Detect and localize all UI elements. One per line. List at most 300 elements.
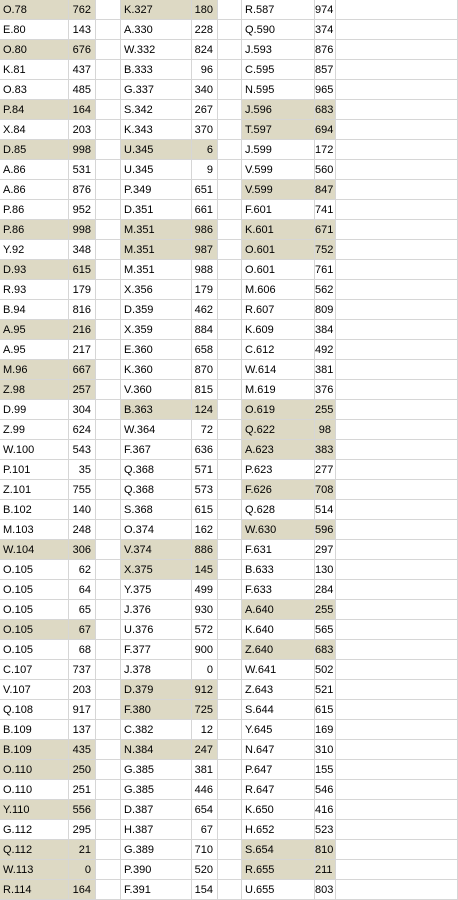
cell-label[interactable]: B.94	[0, 300, 69, 320]
cell-value[interactable]: 228	[192, 20, 218, 40]
cell-label[interactable]: X.375	[121, 560, 192, 580]
cell-label[interactable]: Z.640	[242, 640, 315, 660]
cell-label[interactable]: Z.99	[0, 420, 69, 440]
cell-value[interactable]: 381	[315, 360, 336, 380]
empty-cell[interactable]	[96, 440, 121, 460]
cell-label[interactable]: F.601	[242, 200, 315, 220]
empty-cell[interactable]	[218, 540, 242, 560]
cell-value[interactable]: 267	[192, 100, 218, 120]
empty-cell[interactable]	[336, 720, 458, 740]
cell-value[interactable]: 615	[315, 700, 336, 720]
empty-cell[interactable]	[218, 440, 242, 460]
empty-cell[interactable]	[218, 460, 242, 480]
cell-label[interactable]: P.647	[242, 760, 315, 780]
cell-label[interactable]: K.601	[242, 220, 315, 240]
cell-label[interactable]: A.86	[0, 180, 69, 200]
cell-value[interactable]: 694	[315, 120, 336, 140]
empty-cell[interactable]	[96, 220, 121, 240]
empty-cell[interactable]	[96, 540, 121, 560]
cell-value[interactable]: 381	[192, 760, 218, 780]
cell-value[interactable]: 741	[315, 200, 336, 220]
cell-value[interactable]: 169	[315, 720, 336, 740]
cell-value[interactable]: 502	[315, 660, 336, 680]
empty-cell[interactable]	[96, 840, 121, 860]
cell-value[interactable]: 667	[69, 360, 96, 380]
cell-label[interactable]: P.101	[0, 460, 69, 480]
empty-cell[interactable]	[96, 60, 121, 80]
cell-label[interactable]: W.113	[0, 860, 69, 880]
cell-value[interactable]: 676	[69, 40, 96, 60]
cell-value[interactable]: 179	[69, 280, 96, 300]
empty-cell[interactable]	[218, 240, 242, 260]
cell-value[interactable]: 35	[69, 460, 96, 480]
cell-value[interactable]: 257	[69, 380, 96, 400]
empty-cell[interactable]	[96, 860, 121, 880]
cell-label[interactable]: B.102	[0, 500, 69, 520]
cell-value[interactable]: 560	[315, 160, 336, 180]
cell-label[interactable]: Q.622	[242, 420, 315, 440]
cell-label[interactable]: S.368	[121, 500, 192, 520]
empty-cell[interactable]	[336, 340, 458, 360]
cell-label[interactable]: B.109	[0, 720, 69, 740]
cell-label[interactable]: F.377	[121, 640, 192, 660]
cell-label[interactable]: W.641	[242, 660, 315, 680]
cell-value[interactable]: 930	[192, 600, 218, 620]
empty-cell[interactable]	[218, 500, 242, 520]
cell-value[interactable]: 615	[69, 260, 96, 280]
empty-cell[interactable]	[96, 240, 121, 260]
empty-cell[interactable]	[96, 460, 121, 480]
cell-value[interactable]: 884	[192, 320, 218, 340]
cell-label[interactable]: Q.368	[121, 460, 192, 480]
cell-label[interactable]: N.647	[242, 740, 315, 760]
empty-cell[interactable]	[218, 140, 242, 160]
cell-value[interactable]: 624	[69, 420, 96, 440]
empty-cell[interactable]	[336, 420, 458, 440]
empty-cell[interactable]	[96, 520, 121, 540]
cell-label[interactable]: E.80	[0, 20, 69, 40]
empty-cell[interactable]	[336, 600, 458, 620]
empty-cell[interactable]	[218, 480, 242, 500]
cell-value[interactable]: 255	[315, 400, 336, 420]
cell-value[interactable]: 499	[192, 580, 218, 600]
empty-cell[interactable]	[336, 20, 458, 40]
empty-cell[interactable]	[336, 220, 458, 240]
empty-cell[interactable]	[336, 860, 458, 880]
empty-cell[interactable]	[336, 80, 458, 100]
cell-label[interactable]: C.612	[242, 340, 315, 360]
cell-value[interactable]: 965	[315, 80, 336, 100]
cell-value[interactable]: 803	[315, 880, 336, 900]
cell-value[interactable]: 988	[192, 260, 218, 280]
cell-label[interactable]: M.351	[121, 240, 192, 260]
empty-cell[interactable]	[96, 100, 121, 120]
cell-value[interactable]: 562	[315, 280, 336, 300]
cell-value[interactable]: 998	[69, 140, 96, 160]
empty-cell[interactable]	[336, 380, 458, 400]
empty-cell[interactable]	[218, 0, 242, 20]
cell-value[interactable]: 974	[315, 0, 336, 20]
cell-label[interactable]: Q.628	[242, 500, 315, 520]
cell-value[interactable]: 9	[192, 160, 218, 180]
cell-label[interactable]: R.114	[0, 880, 69, 900]
empty-cell[interactable]	[96, 300, 121, 320]
empty-cell[interactable]	[336, 680, 458, 700]
cell-label[interactable]: C.382	[121, 720, 192, 740]
cell-label[interactable]: E.360	[121, 340, 192, 360]
cell-value[interactable]: 374	[315, 20, 336, 40]
cell-value[interactable]: 140	[69, 500, 96, 520]
cell-value[interactable]: 824	[192, 40, 218, 60]
cell-label[interactable]: D.99	[0, 400, 69, 420]
empty-cell[interactable]	[218, 40, 242, 60]
empty-cell[interactable]	[218, 160, 242, 180]
cell-label[interactable]: Q.112	[0, 840, 69, 860]
cell-label[interactable]: R.587	[242, 0, 315, 20]
cell-label[interactable]: D.351	[121, 200, 192, 220]
empty-cell[interactable]	[96, 560, 121, 580]
empty-cell[interactable]	[218, 280, 242, 300]
cell-label[interactable]: O.110	[0, 760, 69, 780]
empty-cell[interactable]	[336, 460, 458, 480]
cell-label[interactable]: R.93	[0, 280, 69, 300]
cell-label[interactable]: O.105	[0, 560, 69, 580]
cell-label[interactable]: X.359	[121, 320, 192, 340]
cell-value[interactable]: 572	[192, 620, 218, 640]
cell-value[interactable]: 98	[315, 420, 336, 440]
cell-value[interactable]: 297	[315, 540, 336, 560]
cell-label[interactable]: G.112	[0, 820, 69, 840]
cell-label[interactable]: O.374	[121, 520, 192, 540]
cell-label[interactable]: W.332	[121, 40, 192, 60]
empty-cell[interactable]	[96, 680, 121, 700]
empty-cell[interactable]	[96, 760, 121, 780]
empty-cell[interactable]	[218, 660, 242, 680]
empty-cell[interactable]	[336, 520, 458, 540]
empty-cell[interactable]	[336, 580, 458, 600]
cell-label[interactable]: A.95	[0, 320, 69, 340]
cell-value[interactable]: 571	[192, 460, 218, 480]
cell-label[interactable]: G.385	[121, 780, 192, 800]
empty-cell[interactable]	[96, 620, 121, 640]
cell-label[interactable]: R.655	[242, 860, 315, 880]
cell-value[interactable]: 180	[192, 0, 218, 20]
cell-value[interactable]: 124	[192, 400, 218, 420]
cell-value[interactable]: 876	[315, 40, 336, 60]
empty-cell[interactable]	[218, 580, 242, 600]
empty-cell[interactable]	[336, 800, 458, 820]
cell-label[interactable]: W.100	[0, 440, 69, 460]
cell-label[interactable]: F.391	[121, 880, 192, 900]
empty-cell[interactable]	[218, 820, 242, 840]
empty-cell[interactable]	[96, 780, 121, 800]
empty-cell[interactable]	[336, 480, 458, 500]
empty-cell[interactable]	[96, 340, 121, 360]
cell-value[interactable]: 857	[315, 60, 336, 80]
cell-label[interactable]: M.619	[242, 380, 315, 400]
cell-value[interactable]: 952	[69, 200, 96, 220]
empty-cell[interactable]	[96, 400, 121, 420]
cell-value[interactable]: 370	[192, 120, 218, 140]
empty-cell[interactable]	[336, 400, 458, 420]
cell-label[interactable]: S.644	[242, 700, 315, 720]
cell-value[interactable]: 755	[69, 480, 96, 500]
cell-value[interactable]: 683	[315, 640, 336, 660]
empty-cell[interactable]	[218, 180, 242, 200]
cell-value[interactable]: 376	[315, 380, 336, 400]
cell-value[interactable]: 340	[192, 80, 218, 100]
cell-label[interactable]: U.345	[121, 160, 192, 180]
cell-value[interactable]: 573	[192, 480, 218, 500]
empty-cell[interactable]	[96, 420, 121, 440]
cell-label[interactable]: O.105	[0, 580, 69, 600]
empty-cell[interactable]	[336, 700, 458, 720]
cell-label[interactable]: K.640	[242, 620, 315, 640]
cell-label[interactable]: U.376	[121, 620, 192, 640]
cell-value[interactable]: 67	[192, 820, 218, 840]
empty-cell[interactable]	[336, 60, 458, 80]
cell-label[interactable]: X.356	[121, 280, 192, 300]
cell-value[interactable]: 847	[315, 180, 336, 200]
cell-value[interactable]: 661	[192, 200, 218, 220]
cell-value[interactable]: 816	[69, 300, 96, 320]
cell-label[interactable]: O.105	[0, 640, 69, 660]
empty-cell[interactable]	[218, 80, 242, 100]
cell-value[interactable]: 876	[69, 180, 96, 200]
cell-value[interactable]: 761	[315, 260, 336, 280]
cell-value[interactable]: 0	[192, 660, 218, 680]
cell-value[interactable]: 211	[315, 860, 336, 880]
cell-label[interactable]: G.389	[121, 840, 192, 860]
empty-cell[interactable]	[218, 720, 242, 740]
cell-value[interactable]: 284	[315, 580, 336, 600]
empty-cell[interactable]	[96, 720, 121, 740]
cell-label[interactable]: C.595	[242, 60, 315, 80]
cell-label[interactable]: Y.375	[121, 580, 192, 600]
cell-label[interactable]: O.601	[242, 240, 315, 260]
cell-label[interactable]: N.384	[121, 740, 192, 760]
empty-cell[interactable]	[218, 780, 242, 800]
empty-cell[interactable]	[218, 120, 242, 140]
empty-cell[interactable]	[96, 140, 121, 160]
cell-label[interactable]: J.599	[242, 140, 315, 160]
cell-value[interactable]: 6	[192, 140, 218, 160]
cell-label[interactable]: H.387	[121, 820, 192, 840]
empty-cell[interactable]	[336, 820, 458, 840]
empty-cell[interactable]	[96, 280, 121, 300]
empty-cell[interactable]	[96, 800, 121, 820]
cell-value[interactable]: 12	[192, 720, 218, 740]
cell-value[interactable]: 762	[69, 0, 96, 20]
cell-value[interactable]: 67	[69, 620, 96, 640]
empty-cell[interactable]	[218, 680, 242, 700]
empty-cell[interactable]	[96, 640, 121, 660]
empty-cell[interactable]	[218, 320, 242, 340]
empty-cell[interactable]	[336, 620, 458, 640]
cell-value[interactable]: 636	[192, 440, 218, 460]
cell-value[interactable]: 710	[192, 840, 218, 860]
cell-value[interactable]: 437	[69, 60, 96, 80]
empty-cell[interactable]	[96, 580, 121, 600]
cell-value[interactable]: 348	[69, 240, 96, 260]
empty-cell[interactable]	[218, 560, 242, 580]
empty-cell[interactable]	[96, 180, 121, 200]
cell-label[interactable]: A.623	[242, 440, 315, 460]
empty-cell[interactable]	[96, 600, 121, 620]
cell-label[interactable]: D.359	[121, 300, 192, 320]
empty-cell[interactable]	[336, 840, 458, 860]
cell-label[interactable]: K.650	[242, 800, 315, 820]
empty-cell[interactable]	[96, 260, 121, 280]
cell-label[interactable]: A.640	[242, 600, 315, 620]
empty-cell[interactable]	[96, 700, 121, 720]
cell-label[interactable]: O.83	[0, 80, 69, 100]
cell-value[interactable]: 179	[192, 280, 218, 300]
empty-cell[interactable]	[336, 880, 458, 900]
empty-cell[interactable]	[336, 40, 458, 60]
empty-cell[interactable]	[218, 620, 242, 640]
cell-value[interactable]: 250	[69, 760, 96, 780]
cell-value[interactable]: 987	[192, 240, 218, 260]
cell-label[interactable]: F.631	[242, 540, 315, 560]
empty-cell[interactable]	[96, 880, 121, 900]
empty-cell[interactable]	[336, 100, 458, 120]
cell-value[interactable]: 986	[192, 220, 218, 240]
cell-value[interactable]: 203	[69, 120, 96, 140]
cell-value[interactable]: 130	[315, 560, 336, 580]
cell-value[interactable]: 543	[69, 440, 96, 460]
cell-value[interactable]: 255	[315, 600, 336, 620]
cell-label[interactable]: U.345	[121, 140, 192, 160]
empty-cell[interactable]	[336, 160, 458, 180]
empty-cell[interactable]	[336, 500, 458, 520]
cell-label[interactable]: Q.108	[0, 700, 69, 720]
cell-label[interactable]: V.360	[121, 380, 192, 400]
cell-value[interactable]: 248	[69, 520, 96, 540]
empty-cell[interactable]	[218, 100, 242, 120]
empty-cell[interactable]	[218, 60, 242, 80]
cell-label[interactable]: T.597	[242, 120, 315, 140]
cell-value[interactable]: 546	[315, 780, 336, 800]
empty-cell[interactable]	[96, 0, 121, 20]
cell-value[interactable]: 917	[69, 700, 96, 720]
cell-value[interactable]: 155	[315, 760, 336, 780]
empty-cell[interactable]	[336, 640, 458, 660]
cell-label[interactable]: O.105	[0, 600, 69, 620]
cell-label[interactable]: K.609	[242, 320, 315, 340]
cell-label[interactable]: P.390	[121, 860, 192, 880]
cell-value[interactable]: 523	[315, 820, 336, 840]
cell-value[interactable]: 383	[315, 440, 336, 460]
cell-label[interactable]: G.385	[121, 760, 192, 780]
cell-value[interactable]: 416	[315, 800, 336, 820]
empty-cell[interactable]	[336, 260, 458, 280]
cell-label[interactable]: P.349	[121, 180, 192, 200]
cell-label[interactable]: M.351	[121, 220, 192, 240]
cell-label[interactable]: D.379	[121, 680, 192, 700]
cell-label[interactable]: B.363	[121, 400, 192, 420]
cell-value[interactable]: 96	[192, 60, 218, 80]
cell-value[interactable]: 154	[192, 880, 218, 900]
cell-label[interactable]: M.103	[0, 520, 69, 540]
empty-cell[interactable]	[218, 700, 242, 720]
empty-cell[interactable]	[218, 220, 242, 240]
cell-label[interactable]: Y.645	[242, 720, 315, 740]
cell-value[interactable]: 384	[315, 320, 336, 340]
cell-label[interactable]: F.626	[242, 480, 315, 500]
cell-label[interactable]: A.86	[0, 160, 69, 180]
cell-label[interactable]: S.654	[242, 840, 315, 860]
cell-value[interactable]: 295	[69, 820, 96, 840]
empty-cell[interactable]	[218, 200, 242, 220]
cell-label[interactable]: O.619	[242, 400, 315, 420]
cell-value[interactable]: 435	[69, 740, 96, 760]
empty-cell[interactable]	[96, 500, 121, 520]
cell-value[interactable]: 683	[315, 100, 336, 120]
cell-value[interactable]: 446	[192, 780, 218, 800]
cell-label[interactable]: A.330	[121, 20, 192, 40]
cell-label[interactable]: C.107	[0, 660, 69, 680]
cell-label[interactable]: W.364	[121, 420, 192, 440]
cell-value[interactable]: 62	[69, 560, 96, 580]
cell-value[interactable]: 492	[315, 340, 336, 360]
cell-label[interactable]: S.342	[121, 100, 192, 120]
empty-cell[interactable]	[336, 120, 458, 140]
cell-label[interactable]: D.85	[0, 140, 69, 160]
cell-label[interactable]: K.343	[121, 120, 192, 140]
cell-label[interactable]: P.623	[242, 460, 315, 480]
cell-value[interactable]: 886	[192, 540, 218, 560]
cell-label[interactable]: K.327	[121, 0, 192, 20]
cell-value[interactable]: 216	[69, 320, 96, 340]
cell-label[interactable]: Y.110	[0, 800, 69, 820]
cell-value[interactable]: 912	[192, 680, 218, 700]
cell-value[interactable]: 520	[192, 860, 218, 880]
empty-cell[interactable]	[96, 80, 121, 100]
cell-value[interactable]: 815	[192, 380, 218, 400]
cell-label[interactable]: F.380	[121, 700, 192, 720]
cell-value[interactable]: 137	[69, 720, 96, 740]
cell-value[interactable]: 21	[69, 840, 96, 860]
cell-value[interactable]: 810	[315, 840, 336, 860]
empty-cell[interactable]	[336, 0, 458, 20]
cell-label[interactable]: B.333	[121, 60, 192, 80]
empty-cell[interactable]	[336, 780, 458, 800]
cell-label[interactable]: X.84	[0, 120, 69, 140]
cell-value[interactable]: 654	[192, 800, 218, 820]
cell-value[interactable]: 998	[69, 220, 96, 240]
cell-label[interactable]: H.652	[242, 820, 315, 840]
cell-value[interactable]: 0	[69, 860, 96, 880]
cell-value[interactable]: 306	[69, 540, 96, 560]
cell-label[interactable]: Y.92	[0, 240, 69, 260]
cell-value[interactable]: 64	[69, 580, 96, 600]
cell-value[interactable]: 658	[192, 340, 218, 360]
cell-label[interactable]: V.374	[121, 540, 192, 560]
cell-label[interactable]: P.86	[0, 220, 69, 240]
cell-label[interactable]: J.376	[121, 600, 192, 620]
cell-label[interactable]: R.607	[242, 300, 315, 320]
empty-cell[interactable]	[96, 320, 121, 340]
cell-label[interactable]: J.593	[242, 40, 315, 60]
cell-label[interactable]: W.104	[0, 540, 69, 560]
empty-cell[interactable]	[218, 380, 242, 400]
cell-value[interactable]: 870	[192, 360, 218, 380]
cell-label[interactable]: Z.643	[242, 680, 315, 700]
cell-label[interactable]: D.387	[121, 800, 192, 820]
cell-label[interactable]: P.86	[0, 200, 69, 220]
cell-label[interactable]: V.599	[242, 160, 315, 180]
